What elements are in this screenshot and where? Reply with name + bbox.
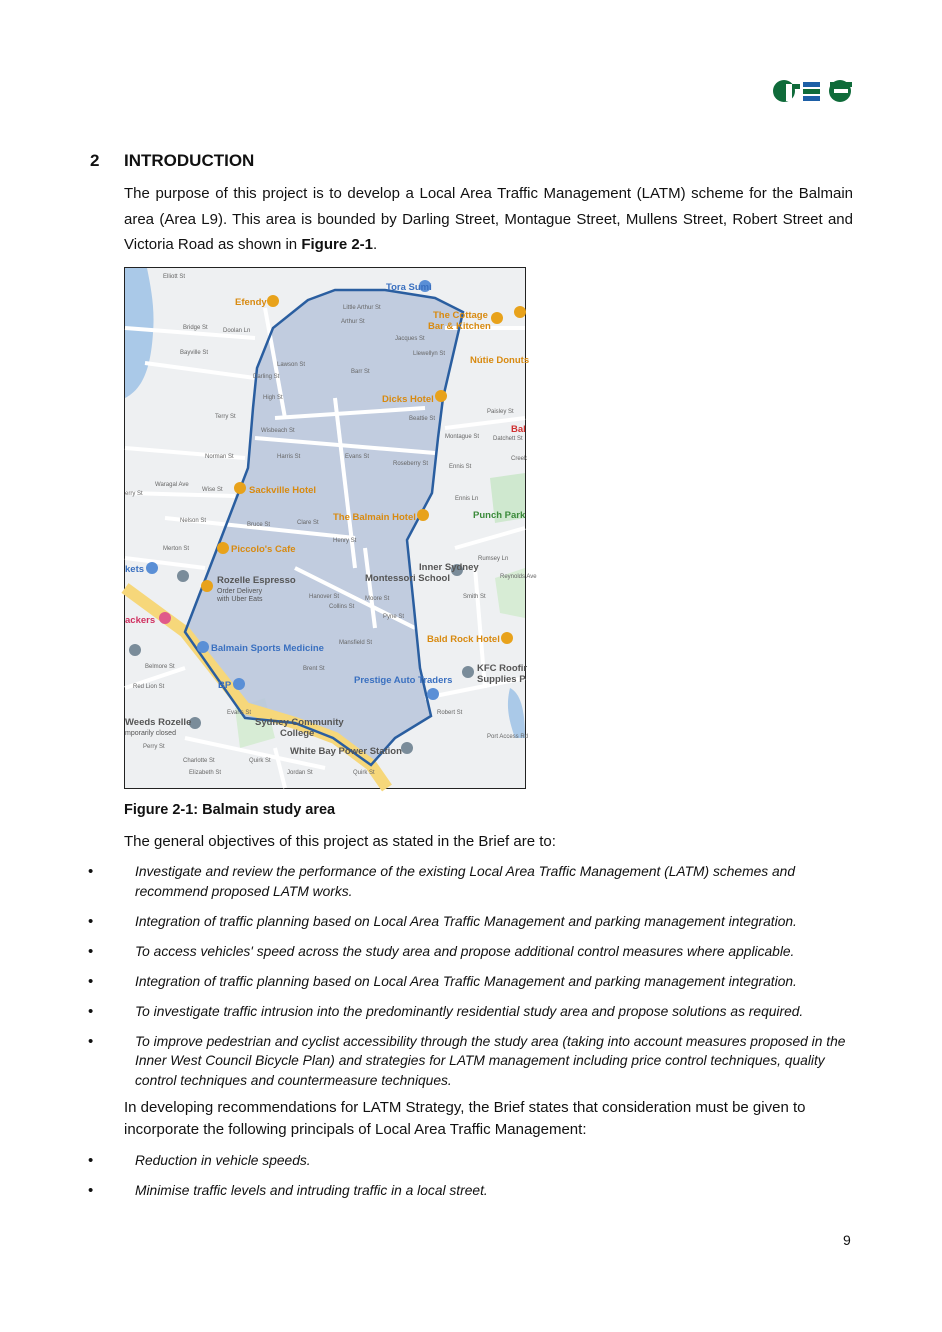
figure-reference: Figure 2-1 (301, 236, 374, 253)
logo-e-bottom (803, 96, 820, 101)
principles-list (88, 1151, 856, 1211)
place-label: Piccolo's Cafe (231, 544, 296, 555)
street-label: Norman St (205, 454, 234, 460)
restaurant-icon (267, 295, 279, 307)
street-label: Creek (511, 456, 528, 462)
intro-end: . (373, 236, 378, 253)
principles-intro: In developing recommendations for LATM Strategy, the Brief states that consideration must be given to incorporate the following principals of Local Area Traffic Management: (124, 1099, 806, 1138)
place-label: Bald Rock Hotel (427, 634, 500, 645)
place-label: Order Delivery (217, 588, 263, 595)
place-label: KFC Roofir (477, 663, 528, 674)
logo-text: TEF (813, 105, 815, 106)
place-label: Tora Sumi (386, 282, 432, 293)
street-label: Robert St (437, 710, 463, 716)
street-label: Datchett St (493, 436, 523, 442)
place-label: ackers (125, 615, 156, 626)
list-item: • To access vehicles' speed across the study area and propose additional control measures where applicable. (88, 942, 856, 962)
street-label: Montague St (445, 434, 480, 440)
section-heading (90, 151, 254, 171)
gas-station-icon (233, 678, 245, 690)
place-label: Bal (511, 424, 526, 435)
street-label: Jordan St (287, 770, 313, 776)
place-label: Weeds Rozelle (125, 717, 192, 728)
street-label: High St (263, 395, 283, 401)
place-label: College (280, 728, 315, 739)
bar-icon (234, 482, 246, 494)
cafe-icon (217, 542, 229, 554)
section-title: INTRODUCTION (124, 151, 255, 170)
logo-e-top (803, 82, 820, 87)
place-label: Inner Sydney (419, 562, 479, 573)
place-icon (177, 570, 189, 582)
list-item: • Investigate and review the performance of the existing Local Area Traffic Management (LATM) schemes and recommend proposed LATM works. (88, 862, 856, 901)
logo-f-top (830, 82, 852, 87)
street-label: Perry St (143, 744, 165, 750)
street-label: Reynolds Ave (500, 574, 537, 580)
list-item: • To investigate traffic intrusion into the predominantly residential study area and propose solutions as required. (88, 1002, 856, 1022)
shop-icon (427, 688, 439, 700)
place-label: Prestige Auto Traders (354, 675, 453, 686)
street-label: Smith St (463, 594, 486, 600)
place-label: Sydney Community (255, 717, 344, 728)
street-label: Wise St (202, 487, 223, 493)
street-label: Evans St (345, 454, 370, 460)
street-label: Port Access Rd (487, 734, 529, 740)
place-label: BP (218, 680, 232, 691)
place-label: Rozelle Espresso (217, 575, 296, 586)
street-label: Bayville St (180, 350, 209, 356)
street-label: Quirk St (249, 758, 271, 764)
street-label: Charlotte St (183, 758, 215, 764)
street-label: Terry St (215, 414, 236, 420)
section-number: 2 (90, 151, 100, 170)
street-label: Belmore St (145, 664, 175, 670)
place-label: Nútie Donuts (470, 355, 530, 366)
street-label: Ennis St (449, 464, 472, 470)
street-label: Nelson St (180, 518, 207, 524)
street-label: Waragal Ave (155, 482, 189, 488)
street-label: Paisley St (487, 409, 514, 415)
street-label: Mansfield St (339, 640, 373, 646)
street-label: Jacques St (395, 336, 425, 342)
street-label: Collins St (329, 604, 355, 610)
objectives-intro: The general objectives of this project as stated in the Brief are to: (124, 833, 556, 850)
street-label: Bruce St (247, 522, 271, 528)
medical-icon (197, 641, 209, 653)
restaurant-icon (491, 312, 503, 324)
place-label: White Bay Power Station (290, 746, 402, 757)
street-label: Darling St (253, 374, 280, 380)
figure-caption: Figure 2-1: Balmain study area (124, 802, 336, 818)
place-label: Efendy (235, 297, 267, 308)
logo-t-stem (786, 84, 792, 101)
street-label: Evans St (227, 710, 252, 716)
street-label: Doolan Ln (223, 328, 251, 334)
list-item: • Minimise traffic levels and intruding traffic in a local street. (88, 1181, 856, 1201)
intro-text: The purpose of this project is to develop a Local Area Traffic Management (LATM) scheme for the Balmain area (Area L9). This area is bounded by Darling Street, Montague Street, Mullens Street, Robert Street and Victoria Road as shown in (124, 185, 853, 253)
page-number: 9 (843, 1232, 851, 1248)
tef-logo (772, 76, 854, 106)
street-label: Arthur St (341, 319, 365, 325)
street-label: Ennis Ln (455, 496, 479, 502)
street-label: Moore St (365, 596, 390, 602)
street-label: Wisbeach St (261, 428, 295, 434)
list-item: • Reduction in vehicle speeds. (88, 1151, 856, 1171)
list-item: • To improve pedestrian and cyclist accessibility through the study area (taking into account measures proposed in the Inner West Council Bicycle Plan) and strategies for LATM management including price control techniques, quality control techniques and countermeasure techniques. (88, 1032, 856, 1091)
place-label: Sackville Hotel (249, 485, 317, 496)
place-label: kets (125, 564, 145, 575)
place-icon (462, 666, 474, 678)
place-label: The Balmain Hotel (333, 512, 416, 523)
street-label: Llewellyn St (413, 351, 446, 357)
bar-icon (417, 509, 429, 521)
place-label: Montessori School (365, 573, 450, 584)
shop-icon (146, 562, 158, 574)
street-label: Red Lion St (133, 684, 165, 690)
objectives-list (88, 862, 856, 1101)
place-label: mporarily closed (125, 730, 176, 737)
street-label: Merton St (163, 546, 190, 552)
list-item: • Integration of traffic planning based on Local Area Traffic Management and parking management integration. (88, 972, 856, 992)
street-label: Henry St (333, 538, 357, 544)
street-label: Elizabeth St (189, 770, 222, 776)
logo-f-mid (834, 89, 848, 93)
street-label: Rumsey Ln (478, 556, 509, 562)
place-icon (401, 742, 413, 754)
bar-icon (435, 390, 447, 402)
place-icon (129, 644, 141, 656)
study-area-map (124, 267, 537, 789)
place-label: The Cottage (433, 310, 488, 321)
list-item: • Integration of traffic planning based on Local Area Traffic Management and parking management integration. (88, 912, 856, 932)
logo-e-mid (803, 89, 820, 94)
place-label: Punch Park (473, 510, 526, 521)
bar-icon (501, 632, 513, 644)
street-label: Quirk St (353, 770, 375, 776)
place-label: Dicks Hotel (382, 394, 434, 405)
place-label: Bar & Kitchen (428, 321, 491, 332)
intro-paragraph (124, 181, 853, 258)
street-label: Hanover St (309, 594, 340, 600)
cafe-icon (201, 580, 213, 592)
street-label: Lawson St (277, 362, 306, 368)
street-label: erry St (125, 491, 143, 497)
street-label: Clare St (297, 520, 319, 526)
street-label: Bridge St (183, 325, 208, 331)
street-label: Barr St (351, 369, 370, 375)
place-label: Balmain Sports Medicine (211, 643, 324, 654)
place-label: Supplies P (477, 674, 526, 685)
street-label: Elliott St (163, 274, 186, 280)
street-label: Little Arthur St (343, 305, 381, 311)
street-label: Beattie St (409, 416, 436, 422)
street-label: Pyne St (383, 614, 405, 620)
street-label: Harris St (277, 454, 301, 460)
shop-icon (159, 612, 171, 624)
place-label: with Uber Eats (217, 596, 263, 603)
street-label: Brent St (303, 666, 325, 672)
street-label: Roseberry St (393, 461, 429, 467)
restaurant-icon (514, 306, 526, 318)
